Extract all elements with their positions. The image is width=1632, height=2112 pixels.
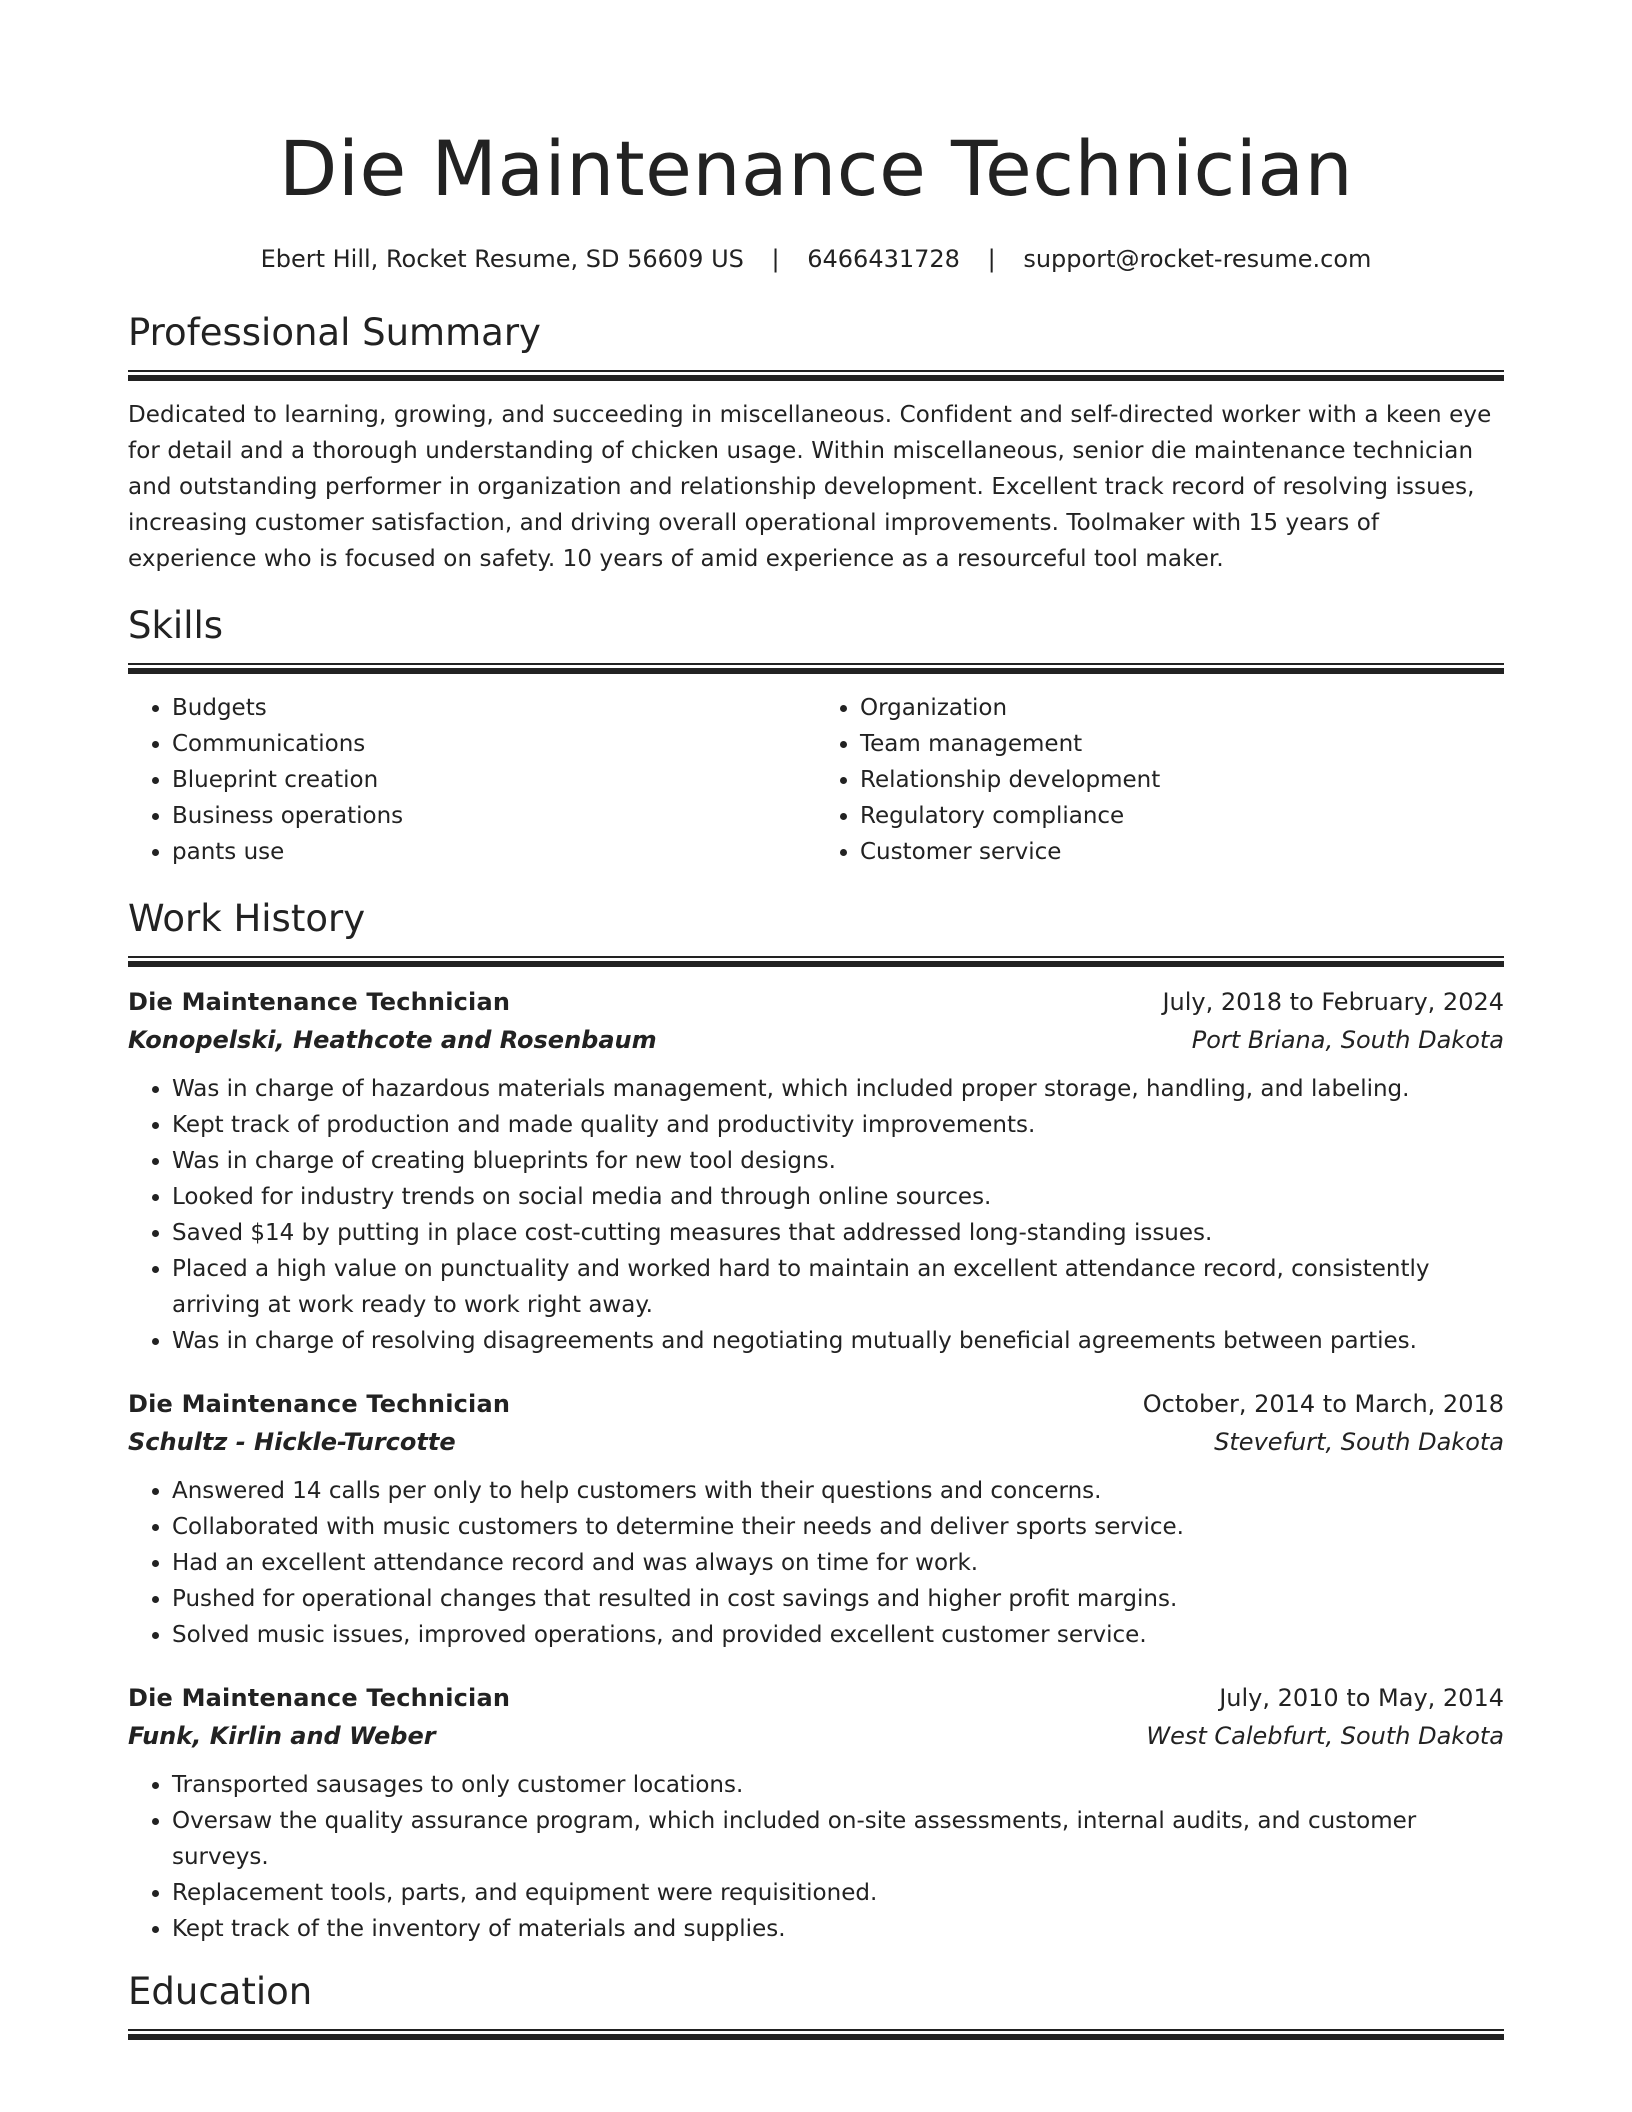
job-company-row (128, 1021, 1504, 1059)
skill-item: • Business operations (172, 798, 816, 834)
job-company: Funk, Kirlin and Weber (128, 1722, 436, 1750)
skill-item: • Communications (172, 726, 816, 762)
contact-phone: 6466431728 (807, 245, 960, 273)
skill-item: • Blueprint creation (172, 762, 816, 798)
section-title-summary: Professional Summary (128, 311, 541, 354)
job-bullet: • Oversaw the quality assurance program, which included on-site assessments, internal audits, and customer surveys. (172, 1803, 1504, 1875)
contact-separator: | (771, 245, 780, 273)
job-location: Stevefurt, South Dakota (1214, 1428, 1504, 1456)
skill-item: • Customer service (860, 834, 1504, 870)
section-divider (128, 663, 1504, 674)
skills-section (128, 603, 1504, 870)
job-bullet-list (128, 1473, 1504, 1653)
job-company: Konopelski, Heathcote and Rosenbaum (128, 1026, 657, 1054)
job-company-row (128, 1423, 1504, 1461)
job-bullet: • Was in charge of creating blueprints for new tool designs. (172, 1143, 1504, 1179)
contact-address: Ebert Hill, Rocket Resume, SD 56609 US (260, 245, 744, 273)
job-bullet-list (128, 1071, 1504, 1359)
skills-list-right (816, 690, 1504, 870)
skill-item: • Relationship development (860, 762, 1504, 798)
section-divider (128, 2029, 1504, 2040)
job-header-row (128, 1385, 1504, 1423)
job-header-row (128, 983, 1504, 1021)
section-divider (128, 370, 1504, 381)
job-bullet: • Replacement tools, parts, and equipment were requisitioned. (172, 1875, 1504, 1911)
job-dates: October, 2014 to March, 2018 (1142, 1390, 1504, 1418)
job-entry (128, 1385, 1504, 1653)
job-dates: July, 2018 to February, 2024 (1162, 988, 1504, 1016)
section-title-education: Education (128, 1970, 313, 2013)
work-history-section (128, 896, 1504, 1947)
job-bullet: • Kept track of the inventory of materials and supplies. (172, 1911, 1504, 1947)
job-entry (128, 983, 1504, 1359)
section-title-work-history: Work History (128, 897, 366, 940)
job-bullet-list (128, 1767, 1504, 1947)
job-bullet: • Was in charge of hazardous materials management, which included proper storage, handling, and labeling. (172, 1071, 1504, 1107)
job-title: Die Maintenance Technician (128, 988, 511, 1016)
contact-line (128, 242, 1504, 276)
job-bullet: • Collaborated with music customers to determine their needs and deliver sports service. (172, 1509, 1504, 1545)
summary-section (128, 310, 1504, 577)
job-bullet: • Had an excellent attendance record and was always on time for work. (172, 1545, 1504, 1581)
skill-item: • Organization (860, 690, 1504, 726)
skill-item: • Budgets (172, 690, 816, 726)
job-company-row (128, 1717, 1504, 1755)
skills-columns (128, 690, 1504, 870)
skill-item: • pants use (172, 834, 816, 870)
contact-separator: | (987, 245, 996, 273)
job-entry (128, 1679, 1504, 1947)
job-bullet: • Transported sausages to only customer locations. (172, 1767, 1504, 1803)
job-location: West Calebfurt, South Dakota (1146, 1722, 1504, 1750)
job-bullet: • Solved music issues, improved operations, and provided excellent customer service. (172, 1617, 1504, 1653)
job-bullet: • Saved $14 by putting in place cost-cutting measures that addressed long-standing issues. (172, 1215, 1504, 1251)
resume-name: Die Maintenance Technician (278, 124, 1354, 213)
resume-page (128, 0, 1504, 2040)
skill-item: • Team management (860, 726, 1504, 762)
skill-item: • Regulatory compliance (860, 798, 1504, 834)
section-title-skills: Skills (128, 604, 224, 647)
section-divider (128, 956, 1504, 967)
job-bullet: • Pushed for operational changes that resulted in cost savings and higher profit margins. (172, 1581, 1504, 1617)
skills-list-left (128, 690, 816, 870)
job-bullet: • Looked for industry trends on social media and through online sources. (172, 1179, 1504, 1215)
job-bullet: • Was in charge of resolving disagreements and negotiating mutually beneficial agreements between parties. (172, 1323, 1504, 1359)
summary-paragraph: Dedicated to learning, growing, and succeeding in miscellaneous. Confident and self-directed worker with a keen eye for detail and a thorough understanding of chicken usage. Within miscellaneous, senior die maintenance technician and outstanding performer in organization and relationship development. Excellent track record of resolving issues, increasing customer satisfaction, and driving overall operational improvements. Toolmaker with 15 years of experience who is focused on safety. 10 years of amid experience as a resourceful tool maker. (128, 402, 1492, 572)
job-dates: July, 2010 to May, 2014 (1219, 1684, 1504, 1712)
contact-email: support@rocket-resume.com (1023, 245, 1372, 273)
job-company: Schultz - Hickle-Turcotte (128, 1428, 456, 1456)
job-bullet: • Kept track of production and made quality and productivity improvements. (172, 1107, 1504, 1143)
education-section (128, 1969, 1504, 2040)
job-title: Die Maintenance Technician (128, 1390, 511, 1418)
job-location: Port Briana, South Dakota (1191, 1026, 1504, 1054)
job-title: Die Maintenance Technician (128, 1684, 511, 1712)
job-bullet: • Placed a high value on punctuality and worked hard to maintain an excellent attendance record, consistently arriving at work ready to work right away. (172, 1251, 1504, 1323)
job-header-row (128, 1679, 1504, 1717)
job-bullet: • Answered 14 calls per only to help customers with their questions and concerns. (172, 1473, 1504, 1509)
